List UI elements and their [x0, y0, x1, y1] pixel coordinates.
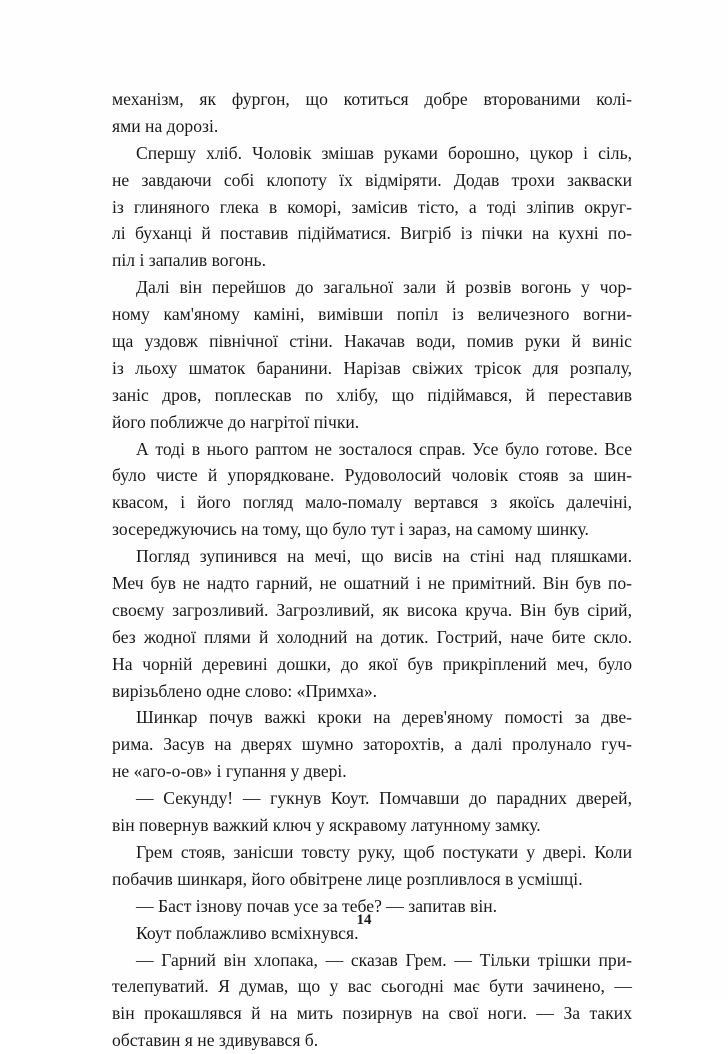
text-line: Далі він перейшов до загальної зали й розвів вогонь у чор-	[136, 277, 632, 298]
text-line: вирізьблено одне слово: «Примха».	[112, 680, 378, 701]
text-line: Шинкар почув важкі кроки на дерев'яному помості за две-	[136, 707, 632, 728]
text-line: ному кам'яному каміні, вимівши попіл із величезного вогни-	[112, 304, 632, 325]
text-line: обставин я не здивувався б.	[112, 1030, 319, 1051]
text-line: він повернув важкий ключ у яскравому латунному замку.	[112, 815, 541, 836]
text-line: Грем стояв, занісши товсту руку, щоб постукати у двері. Коли	[136, 841, 632, 862]
text-line: його поближче до нагрітої пічки.	[112, 411, 360, 432]
text-line: На чорній деревині дошки, до якої був прикріплений меч, було	[112, 653, 632, 674]
text-line: Погляд зупинився на мечі, що висів на стіні над пляшками.	[136, 546, 632, 567]
text-line: Спершу хліб. Чоловік змішав руками борошно, цукор і сіль,	[136, 142, 632, 163]
text-line: побачив шинкаря, його обвітрене лице розпливлося в усмішці.	[112, 868, 583, 889]
text-line: квасом, і його погляд мало-помалу вертався з якоїсь далечіні,	[112, 492, 632, 513]
text-line: лі буханці й поставив підійматися. Вигріб із пічки на кухні по-	[112, 223, 632, 244]
text-line: своєму загрозливий. Загрозливий, як висока круча. Він був сірий,	[112, 599, 632, 620]
page-number: 14	[356, 912, 372, 928]
text-line: — Гарний він хлопака, — сказав Грем. — Тільки трішки при-	[136, 949, 632, 970]
text-line: — Секунду! — гукнув Коут. Помчавши до парадних дверей,	[136, 788, 632, 809]
body-text	[112, 86, 632, 1054]
text-line: із глиняного глека в коморі, замісив тісто, а тоді зліпив округ-	[112, 196, 632, 217]
text-line: телепуватий. Я думав, що у вас сьогодні має бути зачинено, —	[112, 976, 632, 997]
text-line: ями на дорозі.	[112, 115, 219, 136]
text-line: було чисте й упорядковане. Рудоволосий чоловік стояв за шин-	[112, 465, 632, 486]
text-line: механізм, як фургон, що котиться добре второваними колі-	[112, 89, 632, 109]
text-line: без жодної плями й холодний на дотик. Гострий, наче бите скло.	[112, 626, 632, 647]
text-line: Коут поблажливо всміхнувся.	[136, 922, 359, 943]
text-line: ща уздовж північної стіни. Накачав води, помив руки й виніс	[112, 331, 632, 352]
text-line: Меч був не надто гарний, не ошатний і не примітний. Він був по-	[112, 573, 632, 594]
text-line: піл і запалив вогонь.	[112, 250, 266, 271]
text-line: зосереджуючись на тому, що було тут і зараз, на самому шинку.	[112, 519, 589, 540]
text-line: рима. Засув на дверях шумно заторохтів, а далі пролунало гуч-	[112, 734, 632, 755]
text-line: заніс дров, поплескав по хлібу, що підіймався, й переставив	[112, 384, 632, 405]
text-line: він прокашлявся й на мить позирнув на свої ноги. — За таких	[112, 1003, 632, 1024]
text-line: — Баст ізнову почав усе за тебе? — запитав він.	[136, 895, 498, 916]
text-line: із льоху шматок баранини. Нарізав свіжих трісок для розпалу,	[112, 357, 632, 378]
text-line: не «аго-о-ов» і гупання у двері.	[112, 761, 347, 782]
text-line: не завдаючи собі клопоту їх відміряти. Додав трохи закваски	[112, 169, 632, 190]
text-line: А тоді в нього раптом не зосталося справ. Усе було готове. Все	[136, 438, 632, 459]
